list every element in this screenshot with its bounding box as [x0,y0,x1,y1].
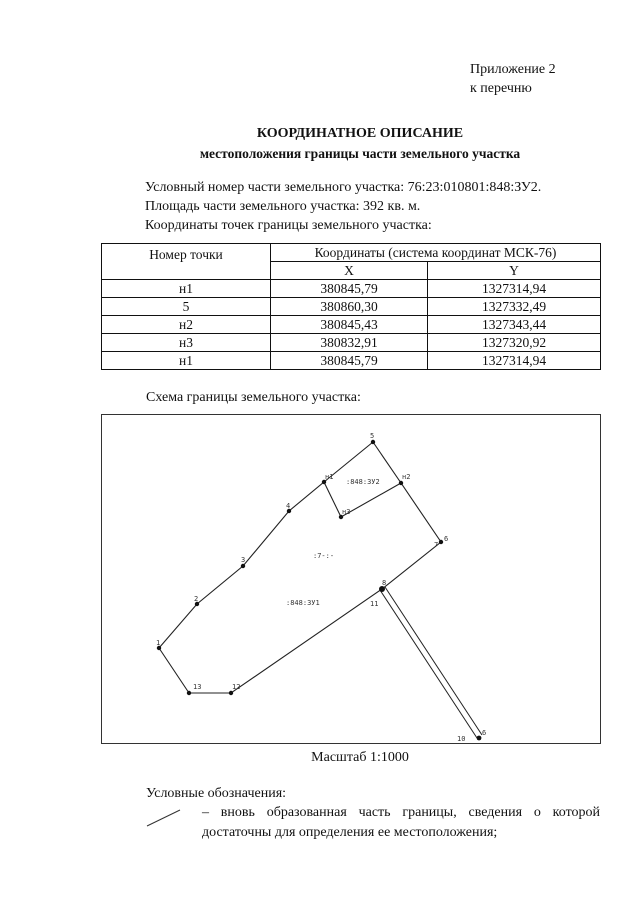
cell-point: н2 [102,316,271,334]
label-n2: н2 [402,473,411,481]
cell-point: 5 [102,298,271,316]
cell-x: 380845,79 [271,352,428,370]
cell-y: 1327314,94 [428,280,601,298]
cadastral-number: Условный номер части земельного участка: 76:23:010801:848:ЗУ2. [145,180,542,195]
cell-x: 380845,79 [271,280,428,298]
point-12 [229,691,233,695]
label-n1: н1 [325,473,334,481]
label-n3: н3 [342,508,351,516]
strip-line-right [385,587,482,735]
scale-label: Масштаб 1:1000 [311,750,409,765]
legend-line-icon [146,806,182,833]
point-5 [371,440,375,444]
point-7 [439,540,443,544]
label-8: 8 [382,579,387,587]
appendix-header [470,60,556,98]
cell-point: н1 [102,352,271,370]
cell-y: 1327343,44 [428,316,601,334]
legend-title: Условные обозначения: [146,786,287,801]
table-row [102,298,601,316]
label-7: 7 [434,541,439,549]
cell-x: 380860,30 [271,298,428,316]
scheme-frame [101,414,601,744]
area-text: Площадь части земельного участка: 392 кв. м. [145,199,421,214]
label-3: 3 [241,556,246,564]
label-11: 11 [370,600,379,608]
label-zu2: :848:ЗУ2 [346,478,380,486]
label-4: 4 [286,502,291,510]
cell-point: н1 [102,280,271,298]
point-3 [241,564,245,568]
boundary-scheme [102,415,600,743]
cell-y: 1327314,94 [428,352,601,370]
header-y: Y [428,262,601,280]
new-part-boundary [324,442,401,483]
cell-point: н3 [102,334,271,352]
header-point-number: Номер точки [102,244,271,280]
label-1: 1 [156,639,161,647]
label-12: 12 [232,683,241,691]
cell-x: 380832,91 [271,334,428,352]
label-zu1: :848:ЗУ1 [286,599,320,607]
cell-y: 1327332,49 [428,298,601,316]
document-subtitle: местоположения границы части земельного участка [199,146,521,161]
document-title: КООРДИНАТНОЕ ОПИСАНИЕ [256,126,464,141]
appendix-line-1: Приложение 2 [470,62,556,77]
legend-description: – вновь образованная часть границы, сведения о которой достаточны для определения ее местоположения; [202,805,600,840]
parcel-outline [159,482,441,693]
coords-heading: Координаты точек границы земельного участка: [145,218,432,233]
appendix-line-2: к перечню [470,81,532,96]
label-6: 6 [444,535,449,543]
strip-line-left [380,590,477,738]
label-13: 13 [193,683,202,691]
point-n2 [399,481,403,485]
label-center: :7-:- [313,552,335,560]
point-10 [477,736,482,741]
table-row [102,280,601,298]
point-13 [187,691,191,695]
header-x: X [271,262,428,280]
header-coordinates: Координаты (система координат МСК-76) [271,244,601,262]
label-2: 2 [194,595,199,603]
label-10: 10 [457,735,466,743]
cell-y: 1327320,92 [428,334,601,352]
coordinates-table [101,243,601,370]
label-9: 6 [482,729,487,737]
cell-x: 380845,43 [271,316,428,334]
scheme-label: Схема границы земельного участка: [146,390,361,405]
label-5: 5 [370,432,375,440]
boundary-points [157,440,482,741]
table-row [102,334,601,352]
table-row [102,352,601,370]
table-row [102,316,601,334]
